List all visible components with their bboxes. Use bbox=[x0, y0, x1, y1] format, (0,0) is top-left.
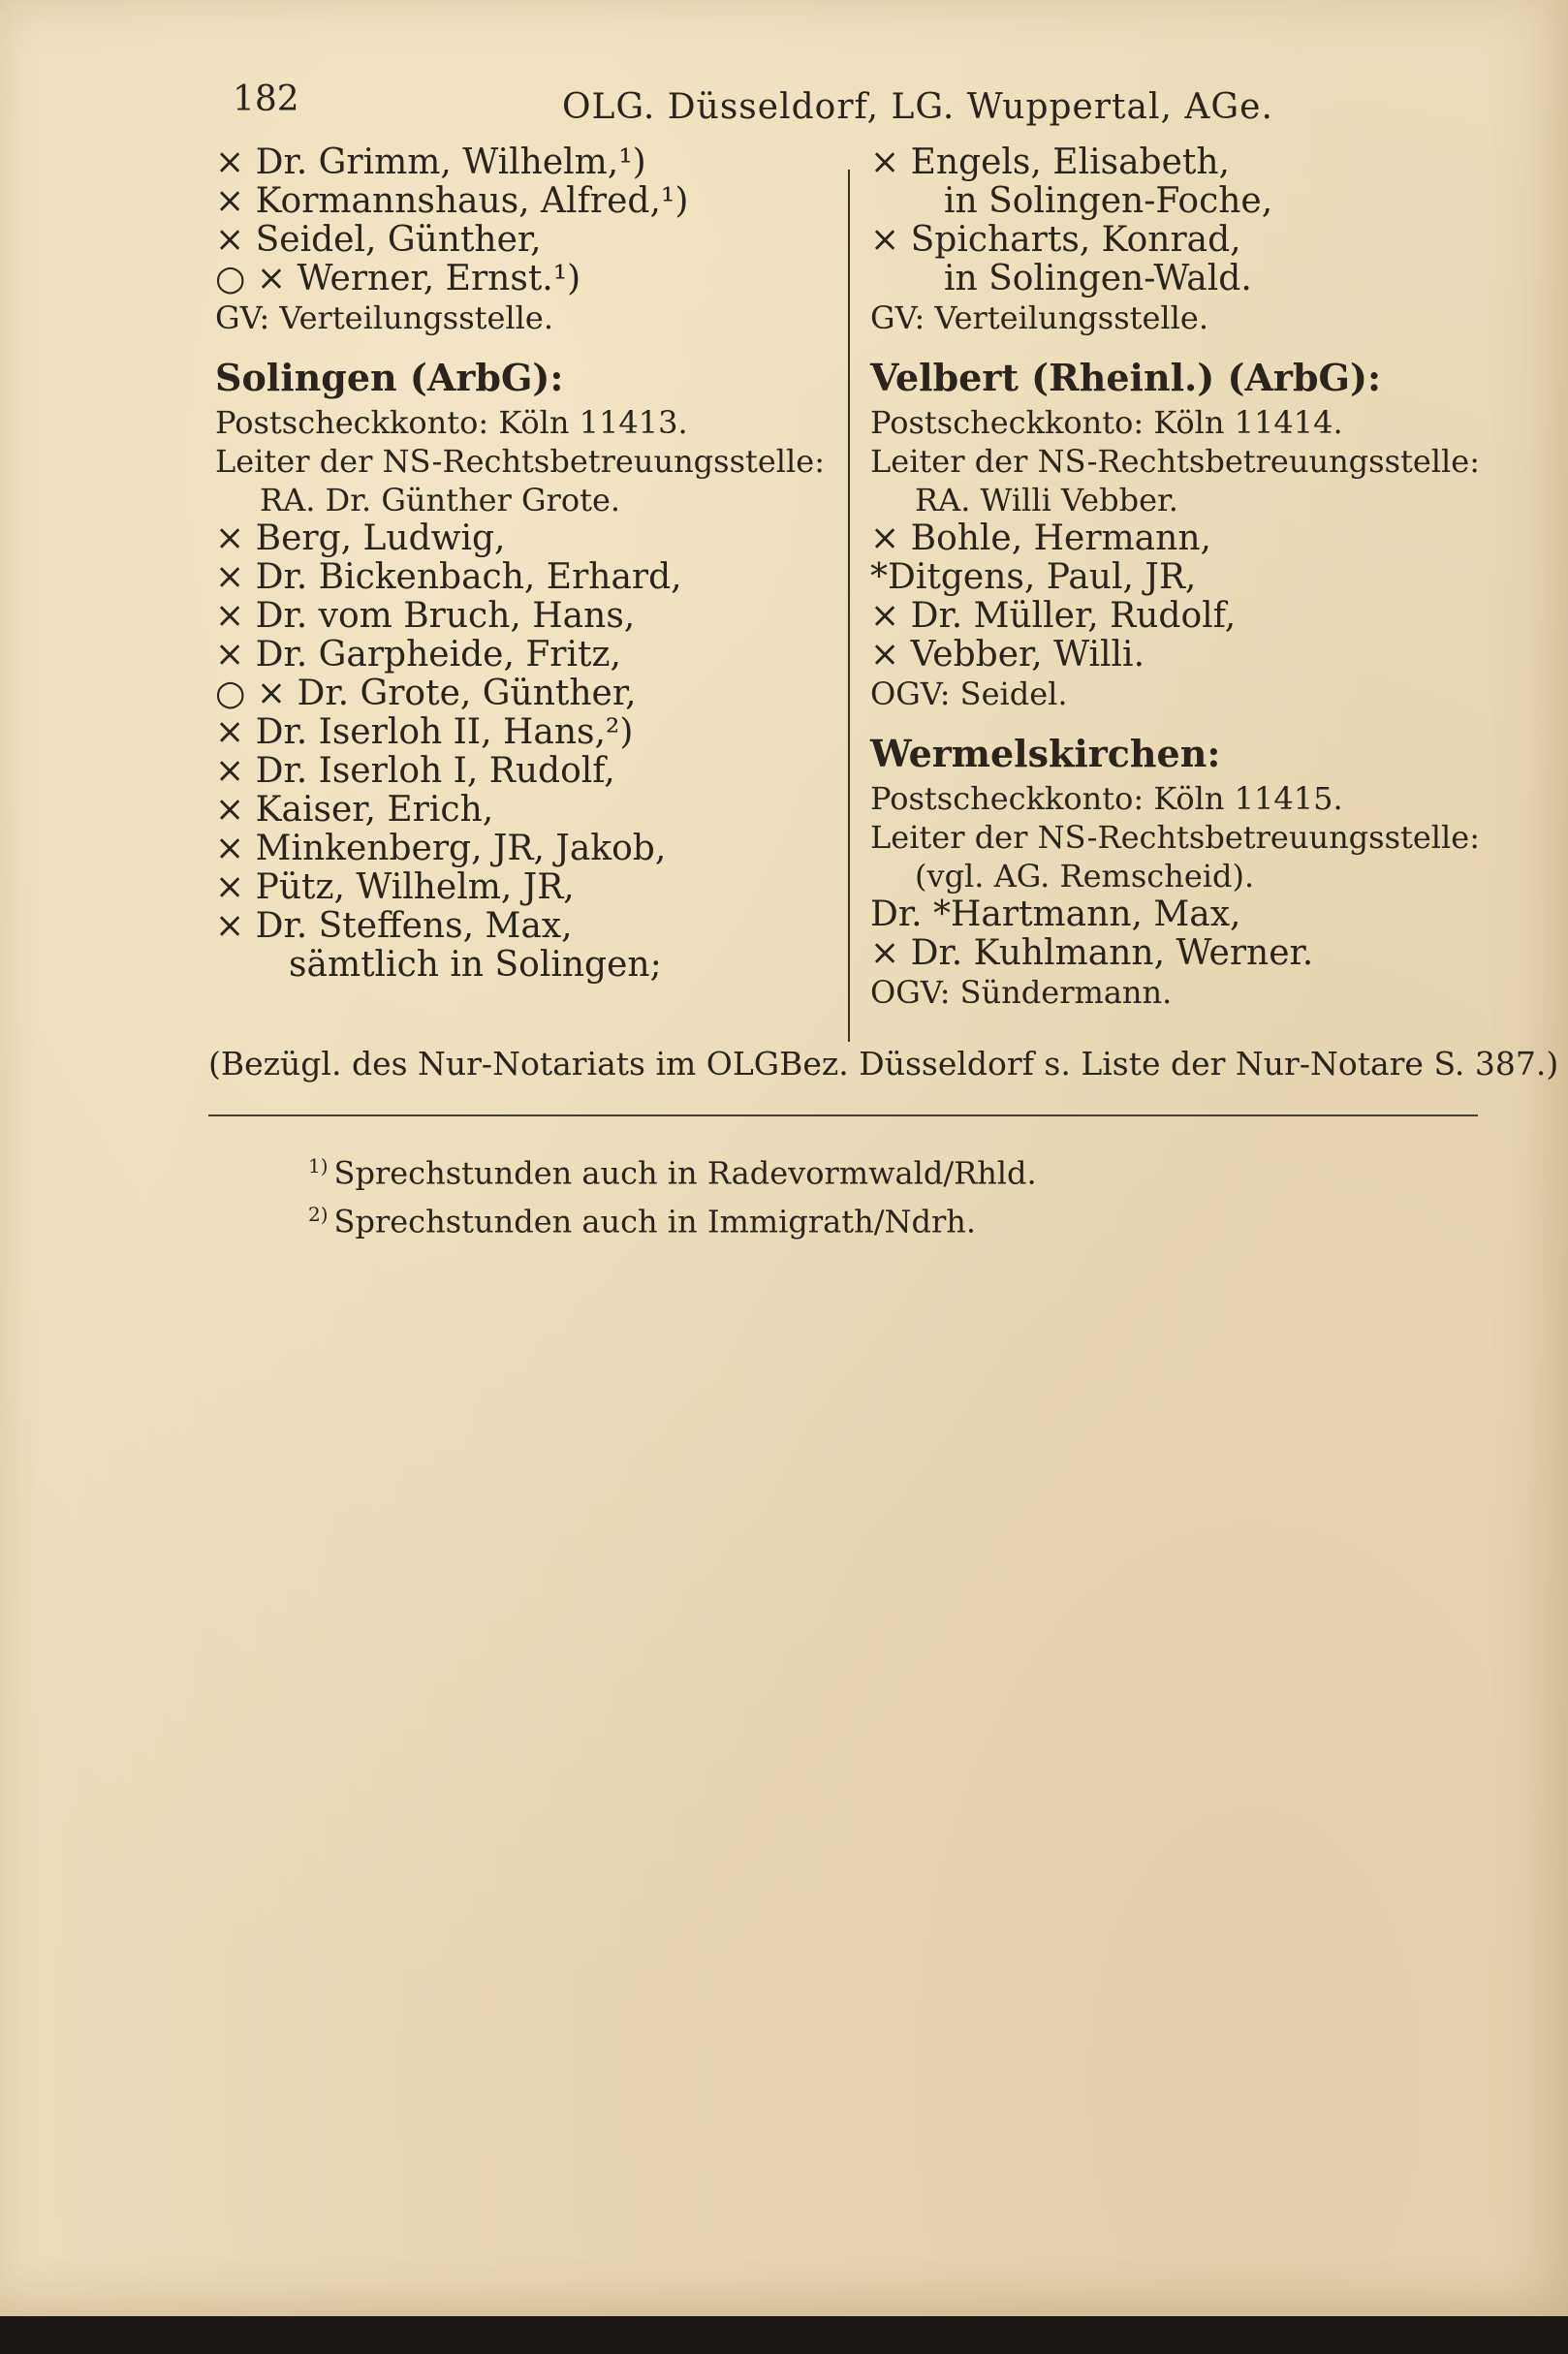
list-item: ○ × Dr. Grote, Günther, bbox=[215, 674, 637, 713]
list-item: × Dr. Kuhlmann, Werner. bbox=[870, 933, 1314, 973]
column-divider bbox=[848, 170, 850, 1042]
list-item: × Minkenberg, JR, Jakob, bbox=[215, 829, 667, 868]
footnote bbox=[308, 1194, 1037, 1242]
footnote-mark: 2) bbox=[308, 1202, 329, 1226]
footnote-rule bbox=[208, 1114, 1478, 1116]
ogv-line: OGV: Seidel. bbox=[870, 675, 1068, 712]
postscheck-line: Postscheckkonto: Köln 11415. bbox=[870, 780, 1343, 817]
list-item: × Dr. Iserloh II, Hans,²) bbox=[215, 712, 634, 752]
notariat-note: (Bezügl. des Nur-Notariats im OLGBez. Düsseldorf s. Liste der Nur-Notare S. 387.) bbox=[208, 1045, 1559, 1083]
right-column bbox=[870, 143, 1490, 1012]
leiter-name: RA. Willi Vebber. bbox=[915, 482, 1178, 518]
left-column bbox=[215, 143, 845, 985]
list-item: × Berg, Ludwig, bbox=[215, 518, 506, 558]
list-item: × Kormannshaus, Alfred,¹) bbox=[215, 181, 689, 221]
list-item: × Dr. Garpheide, Fritz, bbox=[215, 635, 621, 675]
list-item-location: in Solingen-Foche, bbox=[944, 181, 1273, 221]
footnote bbox=[308, 1146, 1037, 1194]
page-header bbox=[233, 79, 1273, 128]
list-item: × Pütz, Wilhelm, JR, bbox=[215, 867, 575, 907]
list-item: Dr. *Hartmann, Max, bbox=[870, 895, 1241, 934]
list-item: × Engels, Elisabeth, bbox=[870, 142, 1230, 182]
list-item: × Vebber, Willi. bbox=[870, 635, 1145, 675]
leiter-label: Leiter der NS-Rechtsbetreuungsstelle: bbox=[215, 443, 825, 480]
footnote-text: Sprechstunden auch in Immigrath/Ndrh. bbox=[333, 1203, 977, 1240]
postscheck-line: Postscheckkonto: Köln 11413. bbox=[215, 404, 688, 441]
section-heading-solingen: Solingen (ArbG): bbox=[215, 356, 564, 399]
gv-line: GV: Verteilungsstelle. bbox=[215, 299, 553, 336]
list-item: × Dr. Steffens, Max, bbox=[215, 906, 573, 946]
footnote-text: Sprechstunden auch in Radevormwald/Rhld. bbox=[333, 1154, 1037, 1192]
section-heading-wermelskirchen: Wermelskirchen: bbox=[870, 732, 1221, 775]
ogv-line: OGV: Sündermann. bbox=[870, 974, 1173, 1011]
list-item-location: in Solingen-Wald. bbox=[944, 259, 1252, 298]
list-item: × Dr. Grimm, Wilhelm,¹) bbox=[215, 142, 646, 182]
footnotes bbox=[308, 1146, 1037, 1241]
leiter-name: RA. Dr. Günther Grote. bbox=[260, 482, 621, 518]
leiter-label: Leiter der NS-Rechtsbetreuungsstelle: bbox=[870, 443, 1480, 480]
list-item: × Spicharts, Konrad, bbox=[870, 220, 1241, 260]
leiter-label: Leiter der NS-Rechtsbetreuungsstelle: bbox=[870, 819, 1480, 856]
postscheck-line: Postscheckkonto: Köln 11414. bbox=[870, 404, 1343, 441]
list-item: *Ditgens, Paul, JR, bbox=[870, 557, 1197, 597]
list-item: × Bohle, Hermann, bbox=[870, 518, 1211, 558]
page-number: 182 bbox=[233, 79, 299, 119]
closing-line: sämtlich in Solingen; bbox=[289, 945, 662, 985]
list-item: × Kaiser, Erich, bbox=[215, 790, 494, 830]
leiter-reference: (vgl. AG. Remscheid). bbox=[915, 858, 1255, 895]
list-item: × Dr. vom Bruch, Hans, bbox=[215, 596, 636, 636]
list-item: × Dr. Müller, Rudolf, bbox=[870, 596, 1237, 636]
list-item: × Dr. Iserloh I, Rudolf, bbox=[215, 751, 615, 791]
list-item: ○ × Werner, Ernst.¹) bbox=[215, 259, 581, 298]
gv-line: GV: Verteilungsstelle. bbox=[870, 299, 1208, 336]
section-heading-velbert: Velbert (Rheinl.) (ArbG): bbox=[870, 356, 1381, 399]
list-item: × Dr. Bickenbach, Erhard, bbox=[215, 557, 682, 597]
running-head: OLG. Düsseldorf, LG. Wuppertal, AGe. bbox=[562, 87, 1273, 127]
footnote-mark: 1) bbox=[308, 1154, 329, 1177]
list-item: × Seidel, Günther, bbox=[215, 220, 542, 260]
